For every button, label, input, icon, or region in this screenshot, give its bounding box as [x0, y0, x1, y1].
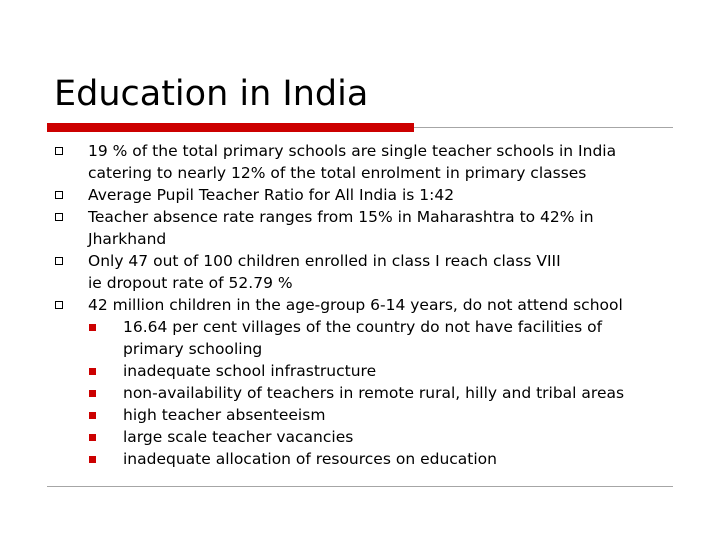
- footer-rule: [47, 486, 673, 487]
- filled-red-square-bullet-icon: [89, 390, 96, 397]
- sub-bullet-text: inadequate school infrastructure: [123, 362, 377, 380]
- list-item: [0, 206, 720, 228]
- bullet-list: [0, 140, 720, 470]
- sub-list-item-continuation: [0, 338, 720, 360]
- hollow-square-bullet-icon: [55, 257, 63, 265]
- sub-list-item: [0, 426, 720, 448]
- list-item-continuation: [0, 228, 720, 250]
- sub-list-item: [0, 404, 720, 426]
- title-underline-red: [47, 123, 414, 132]
- slide-title: Education in India: [54, 74, 369, 114]
- list-item: [0, 184, 720, 206]
- hollow-square-bullet-icon: [55, 147, 63, 155]
- bullet-text: Jharkhand: [88, 230, 167, 248]
- bullet-text: 42 million children in the age-group 6-14 years, do not attend school: [88, 296, 623, 314]
- filled-red-square-bullet-icon: [89, 324, 96, 331]
- filled-red-square-bullet-icon: [89, 368, 96, 375]
- hollow-square-bullet-icon: [55, 213, 63, 221]
- sub-bullet-text: inadequate allocation of resources on education: [123, 450, 497, 468]
- sub-bullet-text: primary schooling: [123, 340, 263, 358]
- hollow-square-bullet-icon: [55, 301, 63, 309]
- list-item-continuation: [0, 272, 720, 294]
- bullet-text: catering to nearly 12% of the total enrolment in primary classes: [88, 164, 587, 182]
- sub-list-item: [0, 448, 720, 470]
- sub-list-item: [0, 360, 720, 382]
- sub-bullet-text: large scale teacher vacancies: [123, 428, 354, 446]
- sub-bullet-text: non-availability of teachers in remote rural, hilly and tribal areas: [123, 384, 625, 402]
- sub-list-item: [0, 382, 720, 404]
- list-item: [0, 294, 720, 316]
- hollow-square-bullet-icon: [55, 191, 63, 199]
- filled-red-square-bullet-icon: [89, 412, 96, 419]
- bullet-text: ie dropout rate of 52.79 %: [88, 274, 293, 292]
- title-underline-gray: [414, 127, 673, 128]
- bullet-text: 19 % of the total primary schools are single teacher schools in India: [88, 142, 617, 160]
- bullet-text: Average Pupil Teacher Ratio for All India is 1:42: [88, 186, 455, 204]
- sub-bullet-text: high teacher absenteeism: [123, 406, 326, 424]
- sub-list-item: [0, 316, 720, 338]
- sub-bullet-text: 16.64 per cent villages of the country do not have facilities of: [123, 318, 603, 336]
- list-item: [0, 250, 720, 272]
- bullet-text: Teacher absence rate ranges from 15% in Maharashtra to 42% in: [88, 208, 594, 226]
- filled-red-square-bullet-icon: [89, 434, 96, 441]
- bullet-text: Only 47 out of 100 children enrolled in class I reach class VIII: [88, 252, 561, 270]
- filled-red-square-bullet-icon: [89, 456, 96, 463]
- list-item-continuation: [0, 162, 720, 184]
- list-item: [0, 140, 720, 162]
